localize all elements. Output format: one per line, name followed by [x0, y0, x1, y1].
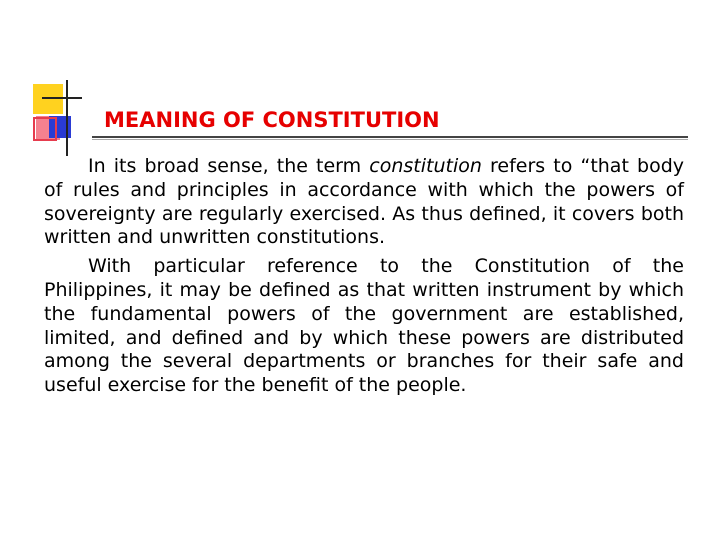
vertical-line: [66, 80, 68, 156]
title-underline-shadow: [92, 139, 688, 140]
title-underline: [92, 136, 688, 138]
paragraph-1-rest: refers to “that body of rules and principles in accordance with which the powers of sovereignty are regularly exercised. As thus defined, it covers both written and unwritten constitutions.: [44, 155, 684, 249]
yellow-square: [33, 84, 63, 114]
red-outline-square: [33, 117, 57, 141]
horizontal-line: [42, 97, 82, 99]
paragraph-1-lead: In its broad sense, the term: [88, 155, 370, 177]
slide-body: [44, 155, 684, 398]
paragraph-1: [44, 155, 684, 250]
constitution-term: constitution: [369, 155, 482, 177]
slide-title: MEANING OF CONSTITUTION: [104, 108, 440, 132]
paragraph-2: With particular reference to the Constitution of the Philippines, it may be defined as that written instrument by which the fundamental powers of the government are established, limited, and defined and by which these powers are distributed among the several departments or branches for their safe and useful exercise for the benefit of the people.: [44, 255, 684, 397]
